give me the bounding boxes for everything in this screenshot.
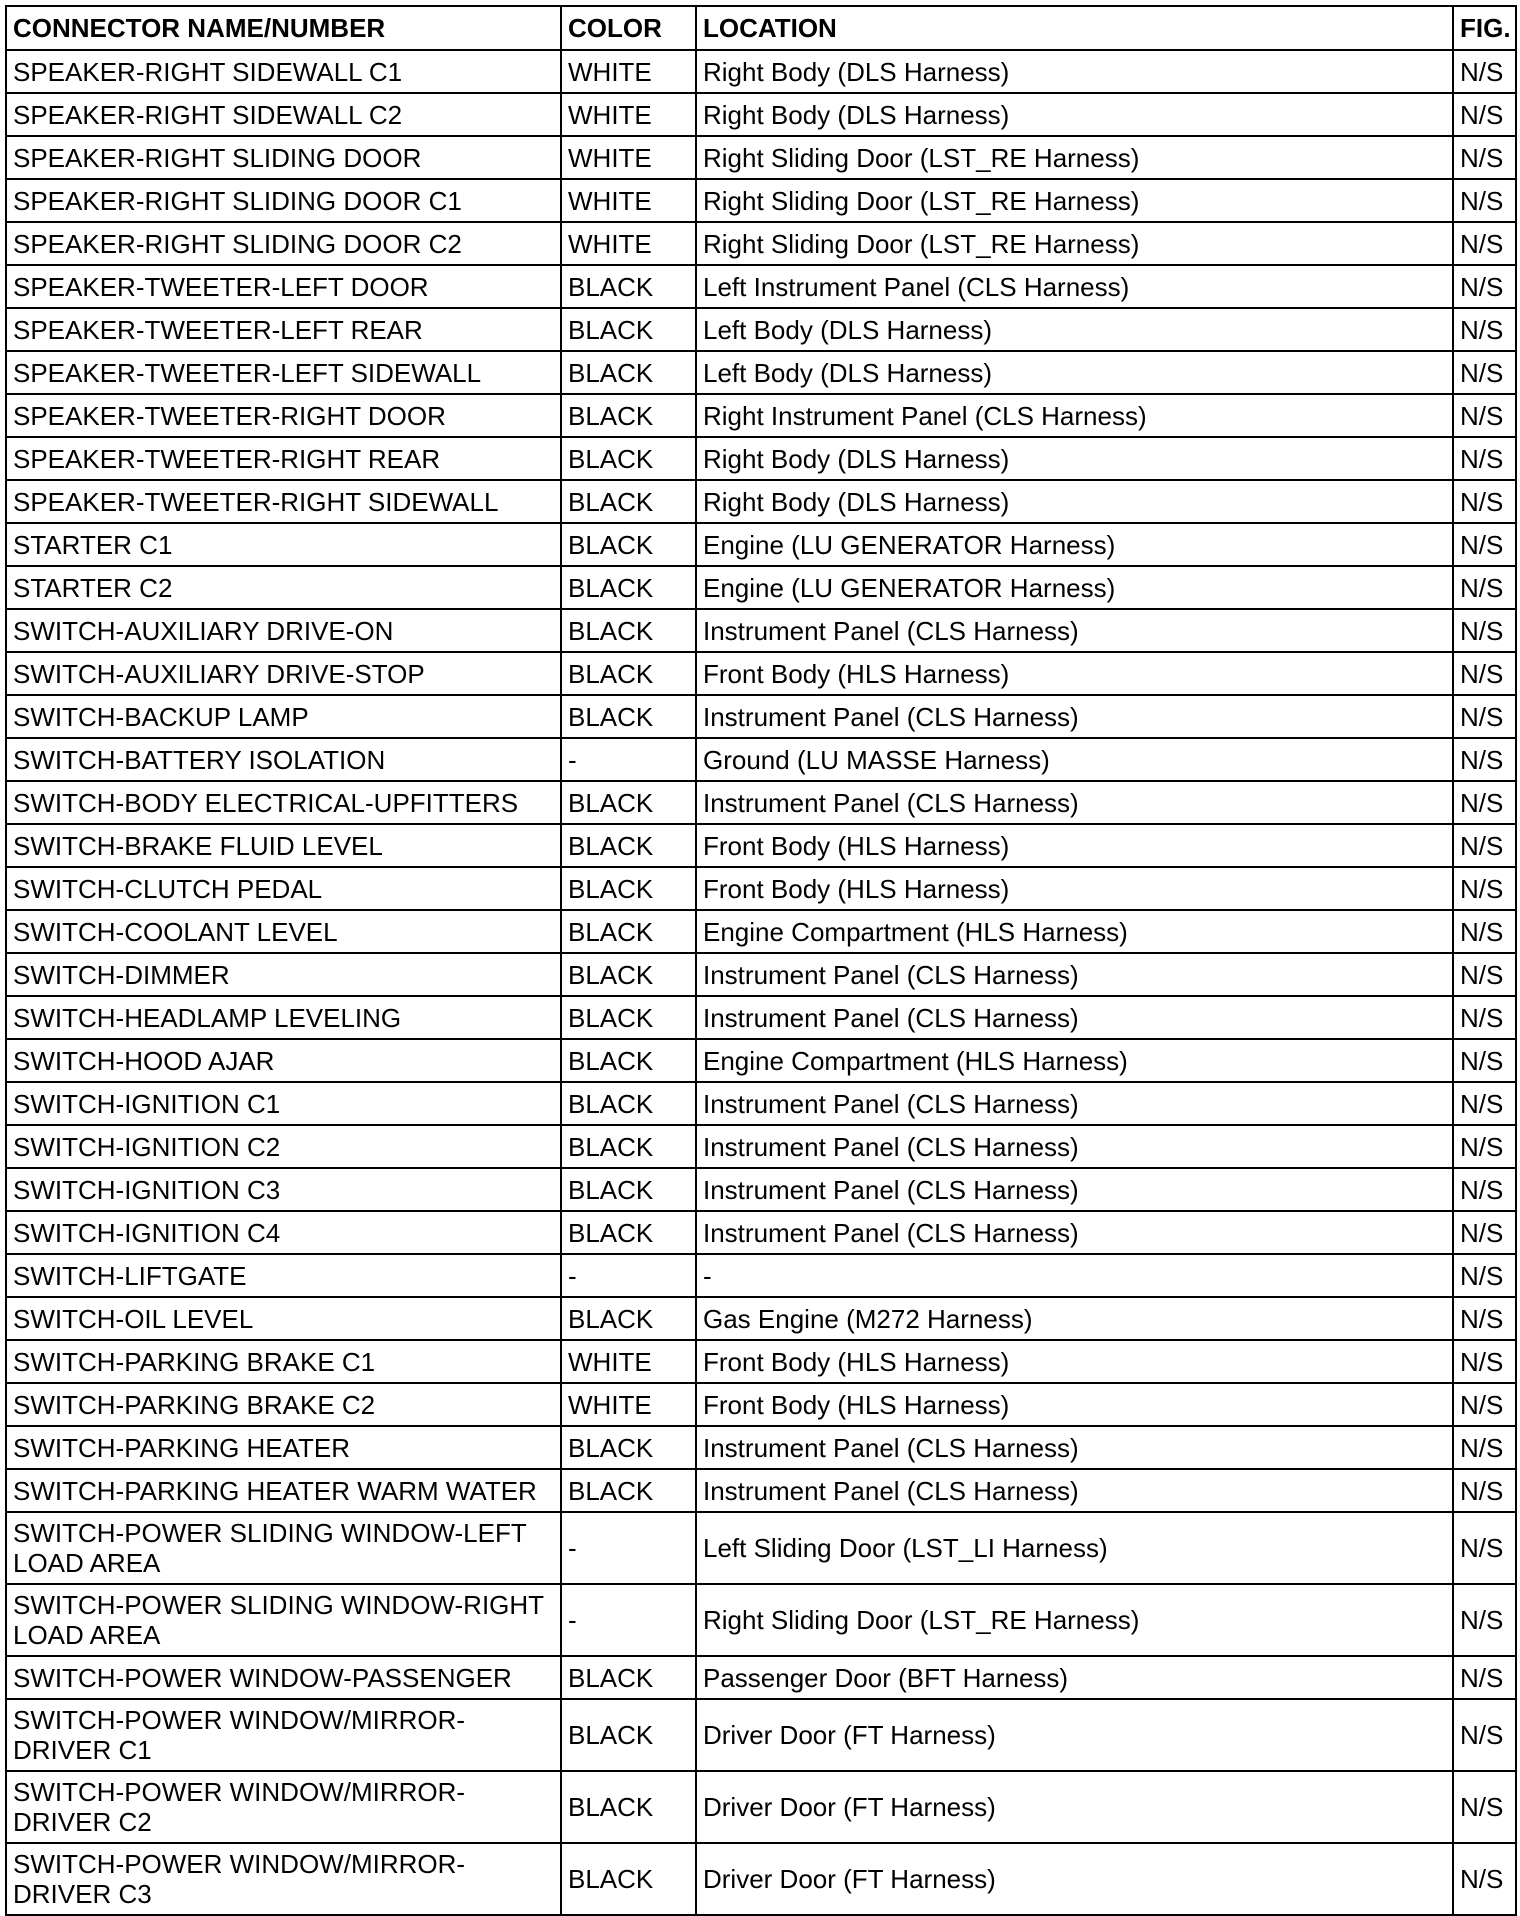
fig-cell: N/S [1453, 523, 1516, 566]
table-row [6, 609, 1516, 652]
color-cell: BLACK [561, 1426, 696, 1469]
color-cell: - [561, 1254, 696, 1297]
connector-name-cell: SWITCH-POWER WINDOW-PASSENGER [6, 1656, 561, 1699]
location-cell: Right Sliding Door (LST_RE Harness) [696, 1584, 1453, 1656]
fig-cell: N/S [1453, 437, 1516, 480]
table-row [6, 1211, 1516, 1254]
connector-name-cell: SWITCH-POWER SLIDING WINDOW-RIGHT LOAD AREA [6, 1584, 561, 1656]
location-cell: Engine Compartment (HLS Harness) [696, 910, 1453, 953]
fig-cell: N/S [1453, 910, 1516, 953]
connector-name-cell: SPEAKER-TWEETER-RIGHT SIDEWALL [6, 480, 561, 523]
color-cell: BLACK [561, 910, 696, 953]
location-cell: Right Body (DLS Harness) [696, 50, 1453, 93]
color-cell: BLACK [561, 1211, 696, 1254]
location-cell: Right Body (DLS Harness) [696, 480, 1453, 523]
table-row [6, 953, 1516, 996]
connector-name-cell: SWITCH-IGNITION C2 [6, 1125, 561, 1168]
location-cell: Engine (LU GENERATOR Harness) [696, 523, 1453, 566]
header-connector-name: CONNECTOR NAME/NUMBER [6, 6, 561, 50]
connector-name-cell: SWITCH-HEADLAMP LEVELING [6, 996, 561, 1039]
fig-cell: N/S [1453, 50, 1516, 93]
fig-cell: N/S [1453, 1584, 1516, 1656]
table-row [6, 781, 1516, 824]
connector-name-cell: SWITCH-BATTERY ISOLATION [6, 738, 561, 781]
color-cell: BLACK [561, 1843, 696, 1915]
location-cell: Instrument Panel (CLS Harness) [696, 996, 1453, 1039]
connector-name-cell: SWITCH-AUXILIARY DRIVE-ON [6, 609, 561, 652]
connector-name-cell: SWITCH-BACKUP LAMP [6, 695, 561, 738]
color-cell: WHITE [561, 136, 696, 179]
fig-cell: N/S [1453, 351, 1516, 394]
location-cell: Right Sliding Door (LST_RE Harness) [696, 222, 1453, 265]
table-row [6, 695, 1516, 738]
color-cell: BLACK [561, 394, 696, 437]
color-cell: BLACK [561, 867, 696, 910]
table-row [6, 867, 1516, 910]
location-cell: - [696, 1254, 1453, 1297]
color-cell: BLACK [561, 1469, 696, 1512]
fig-cell: N/S [1453, 1843, 1516, 1915]
table-row [6, 351, 1516, 394]
header-location: LOCATION [696, 6, 1453, 50]
fig-cell: N/S [1453, 1039, 1516, 1082]
table-row [6, 824, 1516, 867]
fig-cell: N/S [1453, 867, 1516, 910]
location-cell: Passenger Door (BFT Harness) [696, 1656, 1453, 1699]
color-cell: BLACK [561, 1699, 696, 1771]
location-cell: Instrument Panel (CLS Harness) [696, 1082, 1453, 1125]
connector-name-cell: SWITCH-LIFTGATE [6, 1254, 561, 1297]
location-cell: Engine Compartment (HLS Harness) [696, 1039, 1453, 1082]
fig-cell: N/S [1453, 953, 1516, 996]
fig-cell: N/S [1453, 1211, 1516, 1254]
location-cell: Ground (LU MASSE Harness) [696, 738, 1453, 781]
fig-cell: N/S [1453, 609, 1516, 652]
location-cell: Instrument Panel (CLS Harness) [696, 781, 1453, 824]
header-row [6, 6, 1516, 50]
fig-cell: N/S [1453, 308, 1516, 351]
location-cell: Instrument Panel (CLS Harness) [696, 695, 1453, 738]
table-row [6, 1469, 1516, 1512]
color-cell: BLACK [561, 996, 696, 1039]
fig-cell: N/S [1453, 1082, 1516, 1125]
fig-cell: N/S [1453, 824, 1516, 867]
color-cell: BLACK [561, 609, 696, 652]
location-cell: Instrument Panel (CLS Harness) [696, 609, 1453, 652]
header-color: COLOR [561, 6, 696, 50]
color-cell: BLACK [561, 1297, 696, 1340]
connector-name-cell: SPEAKER-TWEETER-LEFT REAR [6, 308, 561, 351]
connector-name-cell: SWITCH-BODY ELECTRICAL-UPFITTERS [6, 781, 561, 824]
table-row [6, 1039, 1516, 1082]
fig-cell: N/S [1453, 1771, 1516, 1843]
connector-name-cell: SPEAKER-TWEETER-RIGHT DOOR [6, 394, 561, 437]
location-cell: Engine (LU GENERATOR Harness) [696, 566, 1453, 609]
table-row [6, 523, 1516, 566]
header-fig: FIG. [1453, 6, 1516, 50]
location-cell: Right Instrument Panel (CLS Harness) [696, 394, 1453, 437]
connector-name-cell: SWITCH-PARKING BRAKE C1 [6, 1340, 561, 1383]
location-cell: Instrument Panel (CLS Harness) [696, 953, 1453, 996]
location-cell: Front Body (HLS Harness) [696, 652, 1453, 695]
location-cell: Driver Door (FT Harness) [696, 1699, 1453, 1771]
connector-name-cell: SWITCH-CLUTCH PEDAL [6, 867, 561, 910]
location-cell: Front Body (HLS Harness) [696, 867, 1453, 910]
connector-name-cell: SWITCH-POWER SLIDING WINDOW-LEFT LOAD AREA [6, 1512, 561, 1584]
connector-name-cell: SPEAKER-TWEETER-RIGHT REAR [6, 437, 561, 480]
color-cell: BLACK [561, 351, 696, 394]
table-row [6, 1383, 1516, 1426]
location-cell: Right Sliding Door (LST_RE Harness) [696, 179, 1453, 222]
location-cell: Driver Door (FT Harness) [696, 1771, 1453, 1843]
location-cell: Instrument Panel (CLS Harness) [696, 1125, 1453, 1168]
location-cell: Instrument Panel (CLS Harness) [696, 1168, 1453, 1211]
table-row [6, 1168, 1516, 1211]
color-cell: BLACK [561, 953, 696, 996]
color-cell: BLACK [561, 781, 696, 824]
table-row [6, 910, 1516, 953]
fig-cell: N/S [1453, 1426, 1516, 1469]
connector-name-cell: SPEAKER-RIGHT SLIDING DOOR C1 [6, 179, 561, 222]
table-row [6, 996, 1516, 1039]
connector-name-cell: SWITCH-COOLANT LEVEL [6, 910, 561, 953]
location-cell: Right Body (DLS Harness) [696, 437, 1453, 480]
connector-name-cell: SWITCH-DIMMER [6, 953, 561, 996]
fig-cell: N/S [1453, 222, 1516, 265]
color-cell: - [561, 738, 696, 781]
color-cell: WHITE [561, 1383, 696, 1426]
connector-name-cell: STARTER C1 [6, 523, 561, 566]
color-cell: BLACK [561, 265, 696, 308]
color-cell: BLACK [561, 1039, 696, 1082]
table-row [6, 1340, 1516, 1383]
fig-cell: N/S [1453, 996, 1516, 1039]
connector-name-cell: SWITCH-AUXILIARY DRIVE-STOP [6, 652, 561, 695]
color-cell: BLACK [561, 1082, 696, 1125]
table-row [6, 179, 1516, 222]
color-cell: WHITE [561, 1340, 696, 1383]
fig-cell: N/S [1453, 781, 1516, 824]
fig-cell: N/S [1453, 738, 1516, 781]
fig-cell: N/S [1453, 1469, 1516, 1512]
table-row [6, 1426, 1516, 1469]
fig-cell: N/S [1453, 1297, 1516, 1340]
table-row [6, 308, 1516, 351]
connector-name-cell: SWITCH-IGNITION C1 [6, 1082, 561, 1125]
connector-name-cell: SWITCH-HOOD AJAR [6, 1039, 561, 1082]
table-body [6, 50, 1516, 1915]
connector-name-cell: SPEAKER-RIGHT SIDEWALL C2 [6, 93, 561, 136]
table-row [6, 1771, 1516, 1843]
fig-cell: N/S [1453, 1512, 1516, 1584]
connector-name-cell: SWITCH-IGNITION C4 [6, 1211, 561, 1254]
location-cell: Left Body (DLS Harness) [696, 308, 1453, 351]
location-cell: Instrument Panel (CLS Harness) [696, 1211, 1453, 1254]
color-cell: BLACK [561, 566, 696, 609]
color-cell: WHITE [561, 50, 696, 93]
table-row [6, 136, 1516, 179]
fig-cell: N/S [1453, 566, 1516, 609]
color-cell: BLACK [561, 695, 696, 738]
connector-name-cell: SWITCH-IGNITION C3 [6, 1168, 561, 1211]
table-row [6, 1584, 1516, 1656]
connector-name-cell: SWITCH-PARKING BRAKE C2 [6, 1383, 561, 1426]
fig-cell: N/S [1453, 1254, 1516, 1297]
connector-name-cell: SWITCH-PARKING HEATER [6, 1426, 561, 1469]
table-row [6, 1297, 1516, 1340]
connector-name-cell: SWITCH-BRAKE FLUID LEVEL [6, 824, 561, 867]
fig-cell: N/S [1453, 1656, 1516, 1699]
location-cell: Instrument Panel (CLS Harness) [696, 1426, 1453, 1469]
color-cell: WHITE [561, 222, 696, 265]
table-row [6, 1699, 1516, 1771]
table-row [6, 1843, 1516, 1915]
connector-name-cell: SWITCH-POWER WINDOW/MIRROR-DRIVER C1 [6, 1699, 561, 1771]
table-row [6, 1254, 1516, 1297]
color-cell: - [561, 1512, 696, 1584]
location-cell: Driver Door (FT Harness) [696, 1843, 1453, 1915]
color-cell: BLACK [561, 652, 696, 695]
fig-cell: N/S [1453, 1699, 1516, 1771]
color-cell: BLACK [561, 523, 696, 566]
fig-cell: N/S [1453, 695, 1516, 738]
color-cell: WHITE [561, 93, 696, 136]
connector-name-cell: STARTER C2 [6, 566, 561, 609]
color-cell: WHITE [561, 179, 696, 222]
fig-cell: N/S [1453, 1340, 1516, 1383]
location-cell: Front Body (HLS Harness) [696, 1340, 1453, 1383]
fig-cell: N/S [1453, 394, 1516, 437]
fig-cell: N/S [1453, 93, 1516, 136]
color-cell: BLACK [561, 308, 696, 351]
connector-name-cell: SWITCH-PARKING HEATER WARM WATER [6, 1469, 561, 1512]
location-cell: Left Instrument Panel (CLS Harness) [696, 265, 1453, 308]
fig-cell: N/S [1453, 265, 1516, 308]
location-cell: Front Body (HLS Harness) [696, 1383, 1453, 1426]
table-row [6, 652, 1516, 695]
color-cell: BLACK [561, 1771, 696, 1843]
color-cell: - [561, 1584, 696, 1656]
table-row [6, 1512, 1516, 1584]
color-cell: BLACK [561, 1125, 696, 1168]
fig-cell: N/S [1453, 1168, 1516, 1211]
connector-name-cell: SPEAKER-TWEETER-LEFT DOOR [6, 265, 561, 308]
table-row [6, 1125, 1516, 1168]
connector-name-cell: SPEAKER-RIGHT SIDEWALL C1 [6, 50, 561, 93]
table-row [6, 437, 1516, 480]
fig-cell: N/S [1453, 480, 1516, 523]
location-cell: Instrument Panel (CLS Harness) [696, 1469, 1453, 1512]
connector-name-cell: SPEAKER-RIGHT SLIDING DOOR [6, 136, 561, 179]
table-row [6, 1082, 1516, 1125]
table-row [6, 93, 1516, 136]
table-row [6, 566, 1516, 609]
table-row [6, 1656, 1516, 1699]
location-cell: Front Body (HLS Harness) [696, 824, 1453, 867]
color-cell: BLACK [561, 1656, 696, 1699]
connector-table [5, 5, 1517, 1916]
fig-cell: N/S [1453, 179, 1516, 222]
connector-name-cell: SPEAKER-TWEETER-LEFT SIDEWALL [6, 351, 561, 394]
fig-cell: N/S [1453, 136, 1516, 179]
connector-name-cell: SWITCH-POWER WINDOW/MIRROR-DRIVER C2 [6, 1771, 561, 1843]
table-row [6, 394, 1516, 437]
color-cell: BLACK [561, 480, 696, 523]
location-cell: Gas Engine (M272 Harness) [696, 1297, 1453, 1340]
color-cell: BLACK [561, 824, 696, 867]
connector-name-cell: SWITCH-OIL LEVEL [6, 1297, 561, 1340]
table-row [6, 222, 1516, 265]
table-row [6, 265, 1516, 308]
table-row [6, 50, 1516, 93]
location-cell: Right Sliding Door (LST_RE Harness) [696, 136, 1453, 179]
color-cell: BLACK [561, 437, 696, 480]
table-row [6, 738, 1516, 781]
connector-name-cell: SWITCH-POWER WINDOW/MIRROR-DRIVER C3 [6, 1843, 561, 1915]
color-cell: BLACK [561, 1168, 696, 1211]
fig-cell: N/S [1453, 1125, 1516, 1168]
location-cell: Left Body (DLS Harness) [696, 351, 1453, 394]
location-cell: Right Body (DLS Harness) [696, 93, 1453, 136]
table-row [6, 480, 1516, 523]
connector-name-cell: SPEAKER-RIGHT SLIDING DOOR C2 [6, 222, 561, 265]
fig-cell: N/S [1453, 652, 1516, 695]
location-cell: Left Sliding Door (LST_LI Harness) [696, 1512, 1453, 1584]
fig-cell: N/S [1453, 1383, 1516, 1426]
